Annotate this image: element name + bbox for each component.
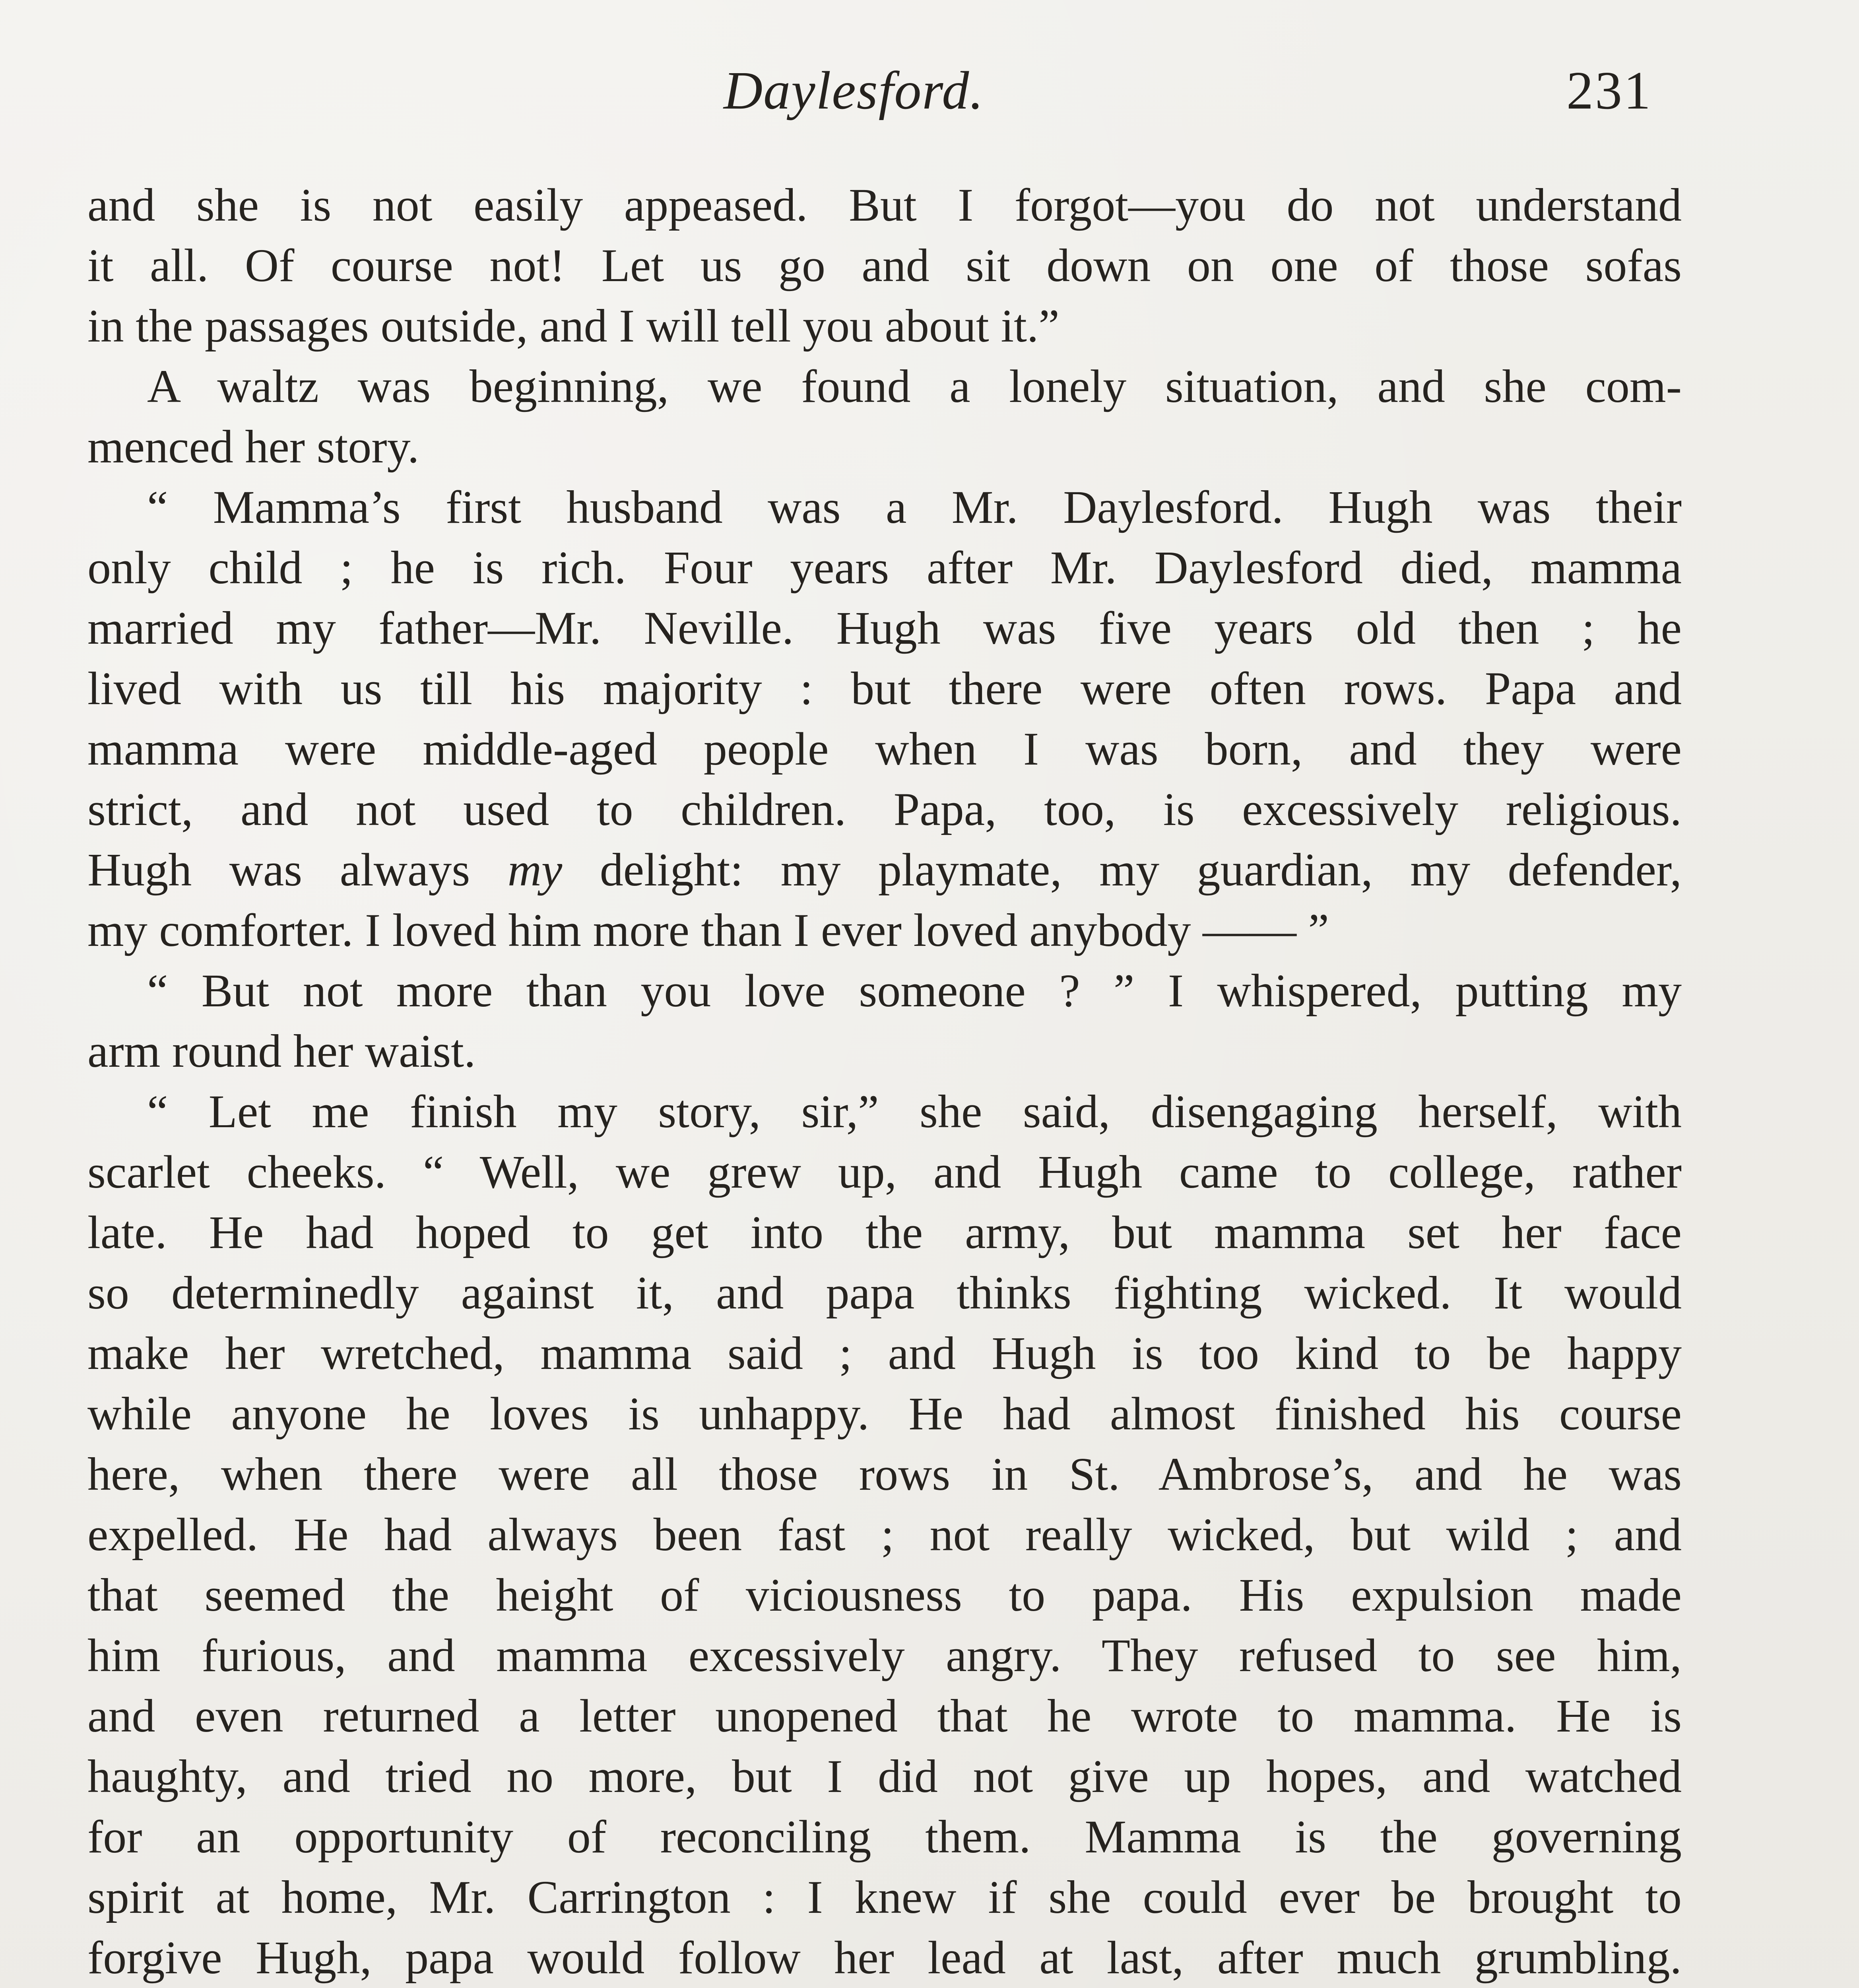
text-line-11: strict, and not used to children. Papa, too, is excessively religious. xyxy=(87,783,1682,835)
page-number: 231 xyxy=(1566,61,1652,120)
text-line-3: in the passages outside, and I will tell you about it.” xyxy=(87,300,1060,352)
text-line-6: “ Mamma’s first husband was a Mr. Daylesford. Hugh was their xyxy=(147,481,1682,533)
text-line-28: for an opportunity of reconciling them. Mamma is the governing xyxy=(87,1811,1682,1863)
text-line-14: “ But not more than you love someone ? ” I whispered, putting my xyxy=(147,965,1682,1017)
text-line-30: forgive Hugh, papa would follow her lead at last, after much grumbling. xyxy=(87,1932,1682,1984)
text-line-1: and she is not easily appeased. But I forgot—you do not understand xyxy=(87,179,1682,231)
text-line-16: “ Let me finish my story, sir,” she said, disengaging herself, with xyxy=(147,1085,1682,1138)
text-line-25: him furious, and mamma excessively angry. They refused to see him, xyxy=(87,1629,1682,1681)
text-line-21: while anyone he loves is unhappy. He had almost finished his course xyxy=(87,1388,1682,1440)
text-line-24: that seemed the height of viciousness to papa. His expulsion made xyxy=(87,1569,1682,1621)
text-line-5: menced her story. xyxy=(87,421,419,473)
text-line-2: it all. Of course not! Let us go and sit down on one of those sofas xyxy=(87,239,1682,291)
text-line-4: A waltz was beginning, we found a lonely situation, and she com- xyxy=(147,360,1682,412)
text-line-20: make her wretched, mamma said ; and Hugh is too kind to be happy xyxy=(87,1327,1682,1379)
text-line-29: spirit at home, Mr. Carrington : I knew if she could ever be brought to xyxy=(87,1871,1682,1923)
text-line-26: and even returned a letter unopened that he wrote to mamma. He is xyxy=(87,1690,1682,1742)
page-header xyxy=(0,60,1859,131)
text-line-7: only child ; he is rich. Four years after Mr. Daylesford died, mamma xyxy=(87,542,1682,594)
text-line-18: late. He had hoped to get into the army, but mamma set her face xyxy=(87,1206,1682,1258)
text-line-22: here, when there were all those rows in St. Ambrose’s, and he was xyxy=(87,1448,1682,1500)
text-line-10: mamma were middle-aged people when I was born, and they were xyxy=(87,723,1682,775)
text-line-17: scarlet cheeks. “ Well, we grew up, and Hugh came to college, rather xyxy=(87,1146,1682,1198)
text-line-9: lived with us till his majority : but there were often rows. Papa and xyxy=(87,662,1682,714)
text-line-27: haughty, and tried no more, but I did not give up hopes, and watched xyxy=(87,1750,1682,1802)
text-line-15: arm round her waist. xyxy=(87,1025,476,1077)
text-line-12: Hugh was always my delight: my playmate, my guardian, my defender, xyxy=(87,844,1682,896)
text-line-13: my comforter. I loved him more than I ever loved anybody —— ” xyxy=(87,904,1329,956)
text-line-8: married my father—Mr. Neville. Hugh was five years old then ; he xyxy=(87,602,1682,654)
emphasized-word: my xyxy=(507,844,563,896)
text-line-19: so determinedly against it, and papa thinks fighting wicked. It would xyxy=(87,1267,1682,1319)
running-title: Daylesford. xyxy=(724,61,984,120)
text-line-23: expelled. He had always been fast ; not really wicked, but wild ; and xyxy=(87,1508,1682,1561)
